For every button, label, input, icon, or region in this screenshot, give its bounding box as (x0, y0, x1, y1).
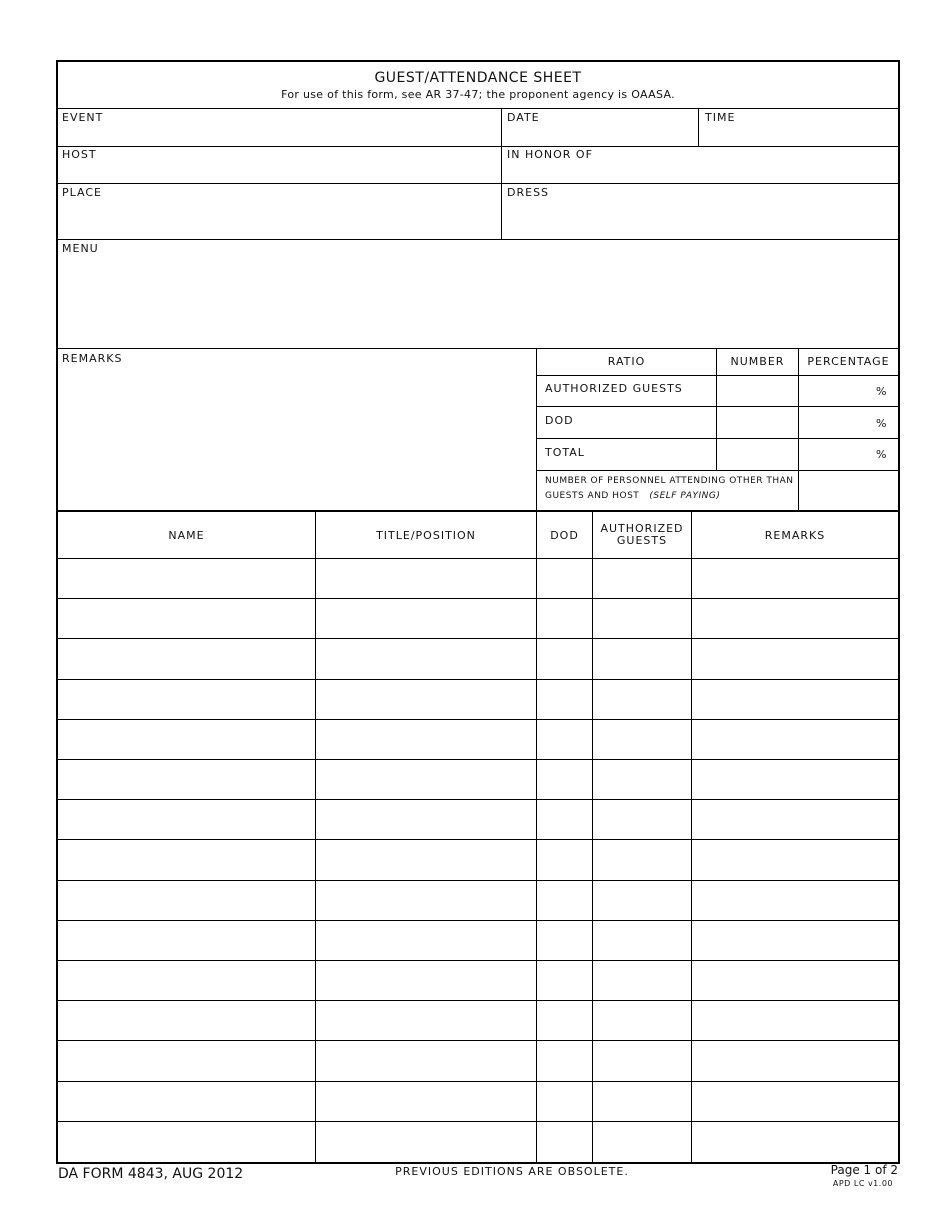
authorized-guests-cell[interactable] (593, 558, 691, 598)
dod-cell[interactable] (537, 920, 592, 960)
menu-field[interactable] (58, 239, 898, 348)
dod-cell[interactable] (537, 558, 592, 598)
remarks-cell[interactable] (692, 799, 898, 839)
table-row (58, 960, 898, 1000)
dod-cell[interactable] (537, 1121, 592, 1161)
dod-cell[interactable] (537, 759, 592, 799)
ratio-row-label: DOD (545, 414, 574, 427)
ratio-row-label: TOTAL (545, 446, 585, 459)
remarks-field[interactable] (58, 348, 536, 510)
title-position-cell[interactable] (316, 759, 536, 799)
time-label: TIME (705, 111, 736, 124)
authorized-guests-cell[interactable] (593, 679, 691, 719)
name-cell[interactable] (58, 759, 315, 799)
percent-sign: % (876, 417, 887, 430)
version-label: APD LC v1.00 (832, 1179, 893, 1188)
dod-column-header: DOD (550, 529, 579, 542)
authorized-guests-cell[interactable] (593, 1081, 691, 1121)
dod-number-field[interactable] (717, 407, 798, 438)
name-cell[interactable] (58, 1081, 315, 1121)
dod-cell[interactable] (537, 799, 592, 839)
time-field[interactable] (699, 108, 898, 146)
form-title: GUEST/ATTENDANCE SHEET (374, 70, 582, 86)
name-column-header: NAME (168, 529, 205, 542)
title-position-cell[interactable] (316, 719, 536, 759)
place-field[interactable] (58, 183, 501, 239)
title-position-cell[interactable] (316, 1081, 536, 1121)
name-cell[interactable] (58, 719, 315, 759)
name-cell[interactable] (58, 558, 315, 598)
authorized-guests-column-header: AUTHORIZED GUESTS (600, 522, 684, 547)
dod-cell[interactable] (537, 638, 592, 678)
remarks-cell[interactable] (692, 920, 898, 960)
table-row (58, 638, 898, 678)
other-personnel-label-line2: GUESTS AND HOST (SELF PAYING) (545, 491, 721, 501)
remarks-cell[interactable] (692, 719, 898, 759)
remarks-cell[interactable] (692, 1000, 898, 1040)
remarks-cell[interactable] (692, 1081, 898, 1121)
title-position-cell[interactable] (316, 679, 536, 719)
remarks-cell[interactable] (692, 839, 898, 879)
dod-cell[interactable] (537, 880, 592, 920)
table-row (58, 920, 898, 960)
authorized-guests-cell[interactable] (593, 759, 691, 799)
table-row (58, 719, 898, 759)
name-cell[interactable] (58, 1040, 315, 1080)
name-cell[interactable] (58, 920, 315, 960)
name-cell[interactable] (58, 679, 315, 719)
title-position-cell[interactable] (316, 558, 536, 598)
authorized-guests-cell[interactable] (593, 880, 691, 920)
authorized-guests-cell[interactable] (593, 839, 691, 879)
percent-sign: % (876, 448, 887, 461)
title-position-cell[interactable] (316, 1000, 536, 1040)
remarks-cell[interactable] (692, 1040, 898, 1080)
form-id: DA FORM 4843, AUG 2012 (58, 1166, 244, 1182)
remarks-cell[interactable] (692, 880, 898, 920)
page-number: Page 1 of 2 (830, 1163, 898, 1177)
name-cell[interactable] (58, 1000, 315, 1040)
authorized-guests-cell[interactable] (593, 960, 691, 1000)
host-field[interactable] (58, 146, 501, 183)
title-position-cell[interactable] (316, 1121, 536, 1161)
dress-field[interactable] (502, 183, 898, 239)
title-position-cell[interactable] (316, 598, 536, 638)
table-row (58, 558, 898, 598)
title-position-cell[interactable] (316, 638, 536, 678)
remarks-cell[interactable] (692, 598, 898, 638)
name-cell[interactable] (58, 1121, 315, 1161)
title-position-cell[interactable] (316, 920, 536, 960)
table-row (58, 759, 898, 799)
name-cell[interactable] (58, 839, 315, 879)
authorized-guests-cell[interactable] (593, 719, 691, 759)
event-field[interactable] (58, 108, 501, 146)
remarks-cell[interactable] (692, 759, 898, 799)
guest-attendance-form (56, 60, 900, 1164)
dress-label: DRESS (507, 186, 550, 199)
dod-cell[interactable] (537, 1040, 592, 1080)
authorized-guests-cell[interactable] (593, 920, 691, 960)
in-honor-of-label: IN HONOR OF (507, 148, 593, 161)
remarks-cell[interactable] (692, 679, 898, 719)
remarks-cell[interactable] (692, 1121, 898, 1161)
obsolete-notice: PREVIOUS EDITIONS ARE OBSOLETE. (395, 1165, 629, 1178)
dod-cell[interactable] (537, 839, 592, 879)
date-field[interactable] (502, 108, 698, 146)
other-personnel-label-line1: NUMBER OF PERSONNEL ATTENDING OTHER THAN (545, 476, 794, 486)
table-row (58, 598, 898, 638)
total-number-field[interactable] (717, 439, 798, 470)
dod-cell[interactable] (537, 598, 592, 638)
authorized-guests-cell[interactable] (593, 1000, 691, 1040)
menu-label: MENU (62, 242, 99, 255)
remarks-column-header: REMARKS (764, 529, 826, 542)
remarks-cell[interactable] (692, 558, 898, 598)
remarks-label: REMARKS (62, 352, 123, 365)
ratio-header: RATIO (607, 355, 646, 368)
table-row (58, 1121, 898, 1161)
authorized-guests-cell[interactable] (593, 1040, 691, 1080)
ratio-row-label: AUTHORIZED GUESTS (545, 382, 683, 395)
authorized-guests-cell[interactable] (593, 638, 691, 678)
dod-cell[interactable] (537, 679, 592, 719)
name-cell[interactable] (58, 880, 315, 920)
percentage-header: PERCENTAGE (807, 355, 890, 368)
table-row (58, 839, 898, 879)
remarks-cell[interactable] (692, 960, 898, 1000)
in-honor-of-field[interactable] (502, 146, 898, 183)
dod-cell[interactable] (537, 1000, 592, 1040)
name-cell[interactable] (58, 799, 315, 839)
dod-cell[interactable] (537, 1081, 592, 1121)
event-label: EVENT (62, 111, 104, 124)
place-label: PLACE (62, 186, 102, 199)
title-position-cell[interactable] (316, 839, 536, 879)
name-cell[interactable] (58, 960, 315, 1000)
other-personnel-number-field[interactable] (799, 471, 898, 510)
dod-cell[interactable] (537, 719, 592, 759)
authorized-guests-number-field[interactable] (717, 376, 798, 406)
self-paying-note: (SELF PAYING) (649, 491, 721, 501)
title-position-column-header: TITLE/POSITION (376, 529, 476, 542)
name-cell[interactable] (58, 638, 315, 678)
authorized-guests-cell[interactable] (593, 799, 691, 839)
name-cell[interactable] (58, 598, 315, 638)
authorized-guests-cell[interactable] (593, 598, 691, 638)
remarks-cell[interactable] (692, 638, 898, 678)
table-row (58, 1000, 898, 1040)
title-position-cell[interactable] (316, 880, 536, 920)
percent-sign: % (876, 385, 887, 398)
dod-cell[interactable] (537, 960, 592, 1000)
table-row (58, 799, 898, 839)
title-position-cell[interactable] (316, 960, 536, 1000)
host-label: HOST (62, 148, 97, 161)
title-position-cell[interactable] (316, 799, 536, 839)
authorized-guests-cell[interactable] (593, 1121, 691, 1161)
table-row (58, 880, 898, 920)
table-row (58, 679, 898, 719)
title-position-cell[interactable] (316, 1040, 536, 1080)
form-subtitle: For use of this form, see AR 37-47; the proponent agency is OAASA. (281, 88, 675, 101)
number-header: NUMBER (730, 355, 785, 368)
table-row (58, 1081, 898, 1121)
table-row (58, 1040, 898, 1080)
date-label: DATE (507, 111, 540, 124)
